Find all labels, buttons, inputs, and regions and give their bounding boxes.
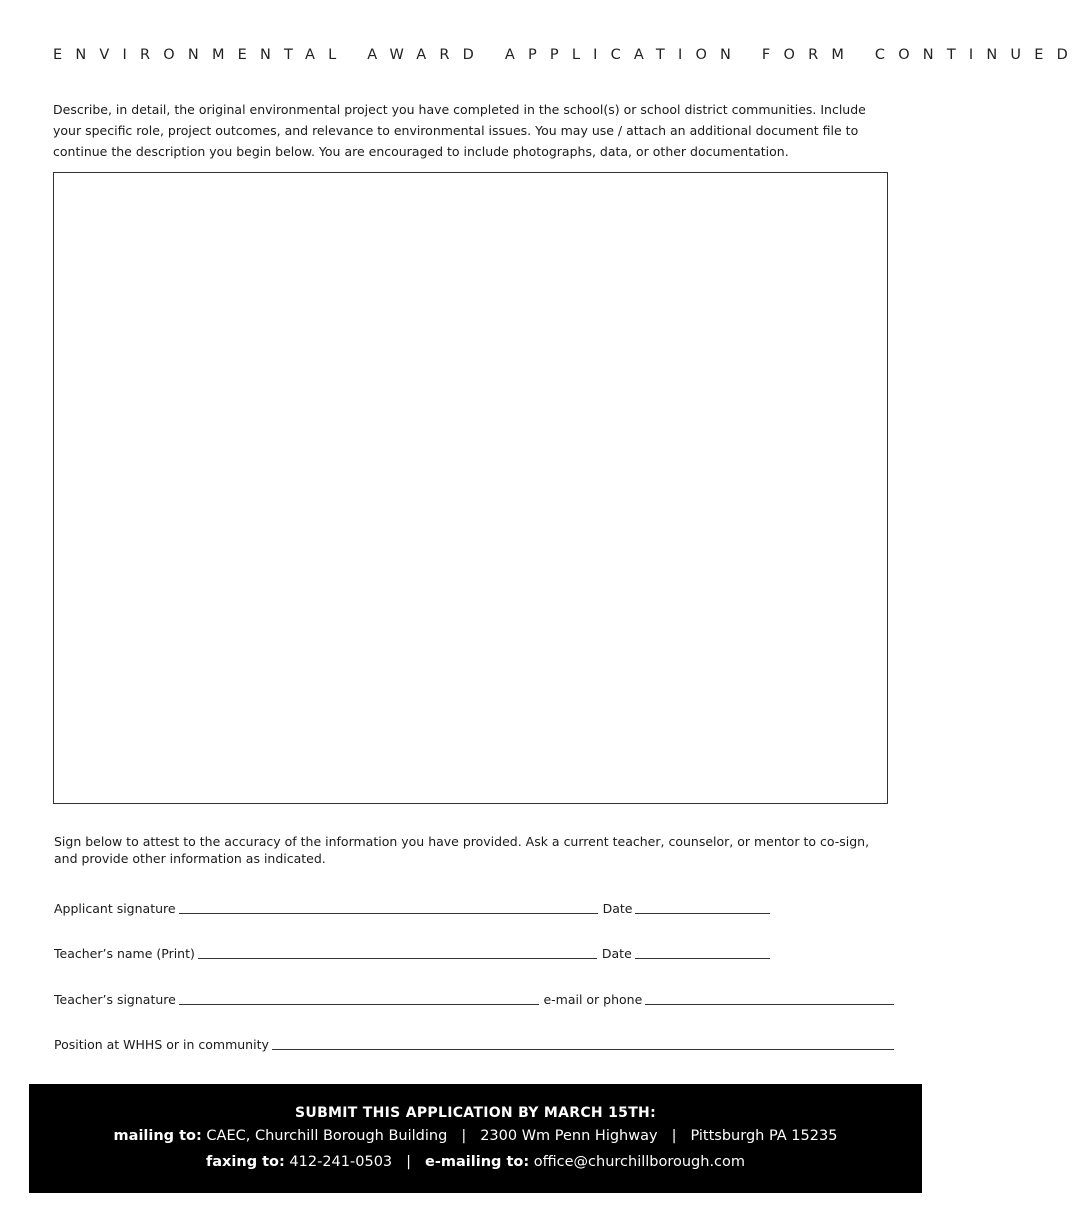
contact-field[interactable] [645,991,894,1005]
teacher-signature-field[interactable] [179,991,539,1005]
applicant-signature-row [54,897,894,917]
position-field[interactable] [272,1036,894,1050]
separator: | [461,1128,467,1144]
form-title: ENVIRONMENTAL AWARD APPLICATION FORM CONTINUED [53,47,1081,63]
mailing-city: Pittsburgh PA 15235 [690,1128,838,1144]
teacher-date-field[interactable] [635,945,770,959]
teacher-signature-row [54,988,894,1008]
mailing-label: mailing to: [113,1128,202,1144]
attestation-line-2: and provide other information as indicated. [54,851,326,866]
email-label: e-mailing to: [425,1154,530,1170]
teacher-name-label: Teacher’s name (Print) [54,946,195,961]
instructions-text: Describe, in detail, the original environmental project you have completed in the school(s) or school district communities. Include your specific role, project outcomes, and relevance to environmental issues. You may use / attach an additional document file to continue the description you begin below. You are encouraged to include photographs, data, or other documentation. [53,102,866,159]
submission-deadline: SUBMIT THIS APPLICATION BY MARCH 15TH: [295,1105,656,1121]
separator: | [406,1154,412,1170]
fax-label: faxing to: [205,1154,285,1170]
applicant-date-field[interactable] [635,900,770,914]
submission-footer [29,1084,922,1193]
teacher-name-field[interactable] [198,945,597,959]
attestation-text [54,833,874,867]
contact-label: e-mail or phone [543,992,643,1007]
position-row [54,1033,894,1053]
applicant-date-label: Date [602,901,633,916]
teacher-name-row [54,942,894,962]
teacher-signature-label: Teacher’s signature [54,992,176,1007]
attestation-line-1: Sign below to attest to the accuracy of the information you have provided. Ask a current teacher, counselor, or mentor to co-sign, [54,834,870,849]
position-label: Position at WHHS or in community [54,1037,269,1052]
fax-number: 412-241-0503 [289,1154,393,1170]
applicant-signature-label: Applicant signature [54,901,176,916]
applicant-signature-field[interactable] [179,900,598,914]
mailing-street: 2300 Wm Penn Highway [480,1128,658,1144]
fax-email-line [29,1149,922,1175]
email-address[interactable]: office@churchillborough.com [533,1154,746,1170]
separator: | [671,1128,677,1144]
teacher-date-label: Date [601,946,632,961]
mailing-name: CAEC, Churchill Borough Building [206,1128,448,1144]
project-description-field[interactable] [53,172,888,804]
mailing-line [29,1123,922,1149]
